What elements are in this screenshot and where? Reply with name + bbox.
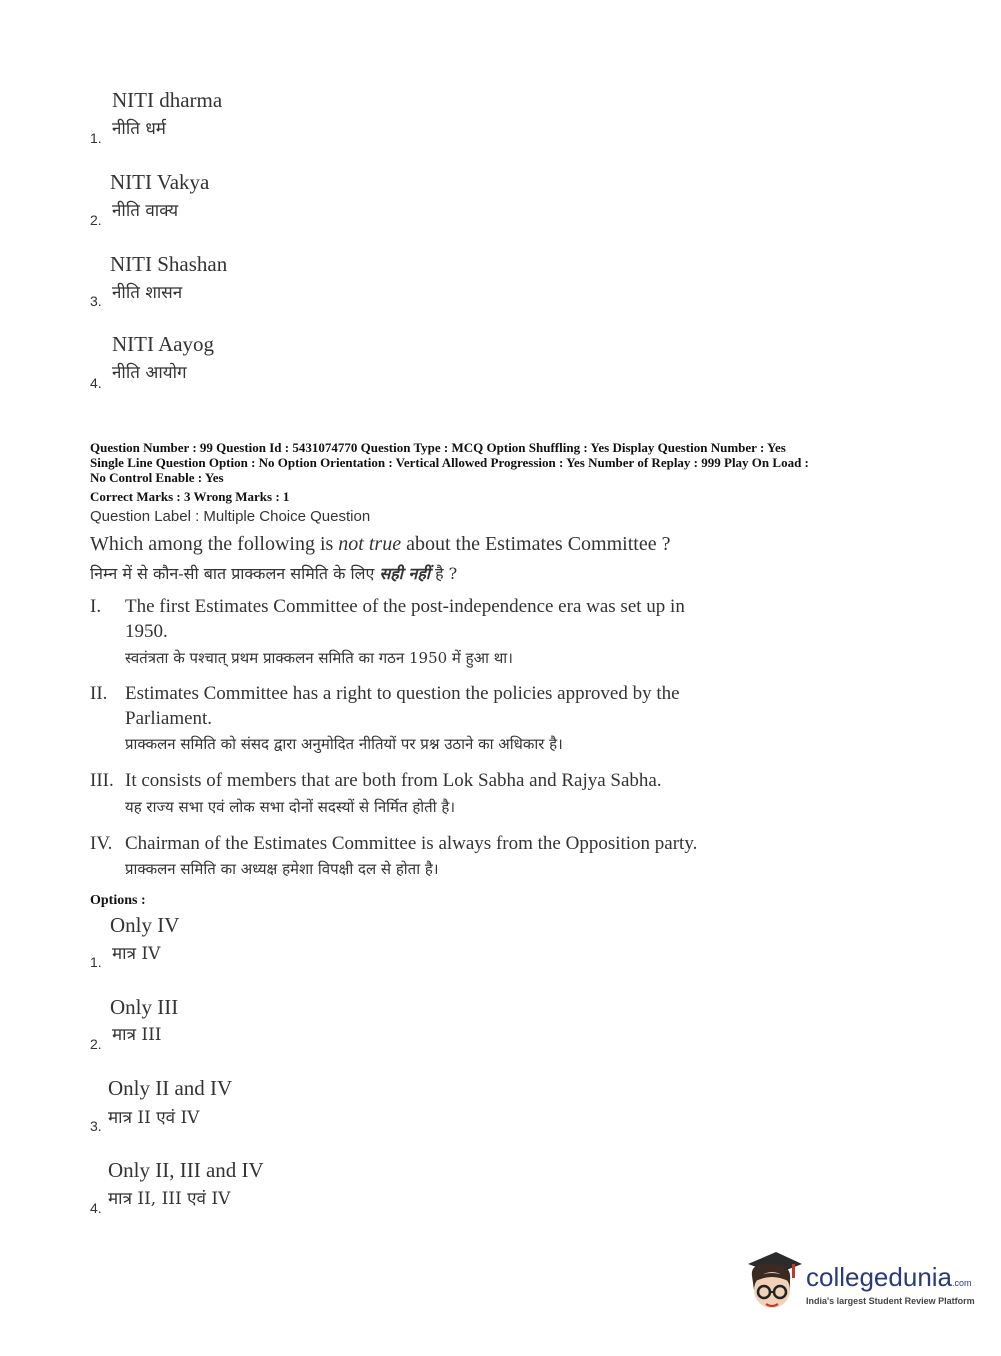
- statement-1-num: I.: [90, 596, 102, 617]
- statement-2-en-line1: Estimates Committee has a right to question the policies approved by the: [125, 683, 680, 704]
- statement-3-num: III.: [90, 770, 114, 791]
- option-1-hi: मात्र IV: [112, 944, 161, 964]
- option-3-num: 3.: [90, 1118, 102, 1134]
- statement-2-num: II.: [90, 683, 108, 704]
- prev-option-4-hi: नीति आयोग: [112, 363, 187, 383]
- question-text-hi: निम्न में से कौन-सी बात प्राक्कलन समिति के लिए सही नहीं है ?: [90, 564, 458, 583]
- option-4-en: Only II, III and IV: [108, 1158, 264, 1182]
- option-2-hi: मात्र III: [112, 1025, 162, 1045]
- collegedunia-mascot-icon: [742, 1250, 804, 1312]
- option-2-num: 2.: [90, 1036, 102, 1052]
- statement-4-hi: प्राक्कलन समिति का अध्यक्ष हमेशा विपक्षी दल से होता है।: [125, 860, 439, 878]
- option-1-en: Only IV: [110, 913, 180, 937]
- options-header: Options :: [90, 893, 146, 908]
- question-label: Question Label : Multiple Choice Question: [90, 508, 371, 525]
- statement-1-en-line2: 1950.: [125, 621, 168, 642]
- statement-1-en-line1: The first Estimates Committee of the post-independence era was set up in: [125, 596, 685, 617]
- statement-2-en-line2: Parliament.: [125, 708, 213, 729]
- question-meta-line2: Single Line Question Option : No Option Orientation : Vertical Allowed Progression : Yes Number of Replay : 999 Play On Load :: [90, 455, 809, 470]
- option-1-num: 1.: [90, 954, 102, 970]
- option-4-hi: मात्र II, III एवं IV: [108, 1189, 231, 1209]
- option-4-num: 4.: [90, 1200, 102, 1216]
- statement-4-num: IV.: [90, 833, 113, 854]
- prev-option-3-hi: नीति शासन: [112, 283, 183, 303]
- option-2-en: Only III: [110, 995, 179, 1019]
- collegedunia-tagline: India's largest Student Review Platform: [806, 1296, 975, 1306]
- question-text-en: Which among the following is not true about the Estimates Committee ?: [90, 533, 671, 555]
- question-emphasis-hi: सही नहीं: [379, 564, 430, 583]
- prev-option-3-num: 3.: [90, 293, 102, 309]
- question-meta-line3: No Control Enable : Yes: [90, 470, 224, 485]
- question-marks: Correct Marks : 3 Wrong Marks : 1: [90, 489, 290, 504]
- prev-option-1-en: NITI dharma: [112, 88, 223, 112]
- question-meta-line1: Question Number : 99 Question Id : 5431074770 Question Type : MCQ Option Shuffling : Yes Display Question Number : Yes: [90, 440, 786, 455]
- option-3-hi: मात्र II एवं IV: [108, 1108, 200, 1128]
- prev-option-4-en: NITI Aayog: [112, 332, 215, 356]
- option-3-en: Only II and IV: [108, 1076, 233, 1100]
- statement-2-hi: प्राक्कलन समिति को संसद द्वारा अनुमोदित नीतियों पर प्रश्न उठाने का अधिकार है।: [125, 735, 563, 753]
- prev-option-2-num: 2.: [90, 212, 102, 228]
- prev-option-1-num: 1.: [90, 130, 102, 146]
- prev-option-2-hi: नीति वाक्य: [112, 201, 179, 221]
- statement-3-hi: यह राज्य सभा एवं लोक सभा दोनों सदस्यों से निर्मित होती है।: [125, 798, 456, 816]
- statement-1-hi: स्वतंत्रता के पश्चात् प्रथम प्राक्कलन समिति का गठन 1950 में हुआ था।: [125, 649, 513, 667]
- question-emphasis-en: not true: [338, 533, 402, 555]
- logo-dotcom: .com: [952, 1278, 972, 1288]
- prev-option-4-num: 4.: [90, 375, 102, 391]
- prev-option-3-en: NITI Shashan: [110, 252, 228, 276]
- collegedunia-logo-text: collegedunia.com: [806, 1262, 972, 1292]
- prev-option-1-hi: नीति धर्म: [112, 119, 166, 139]
- statement-3-en-line1: It consists of members that are both from Lok Sabha and Rajya Sabha.: [125, 770, 662, 791]
- prev-option-2-en: NITI Vakya: [110, 170, 210, 194]
- statement-4-en-line1: Chairman of the Estimates Committee is always from the Opposition party.: [125, 833, 698, 854]
